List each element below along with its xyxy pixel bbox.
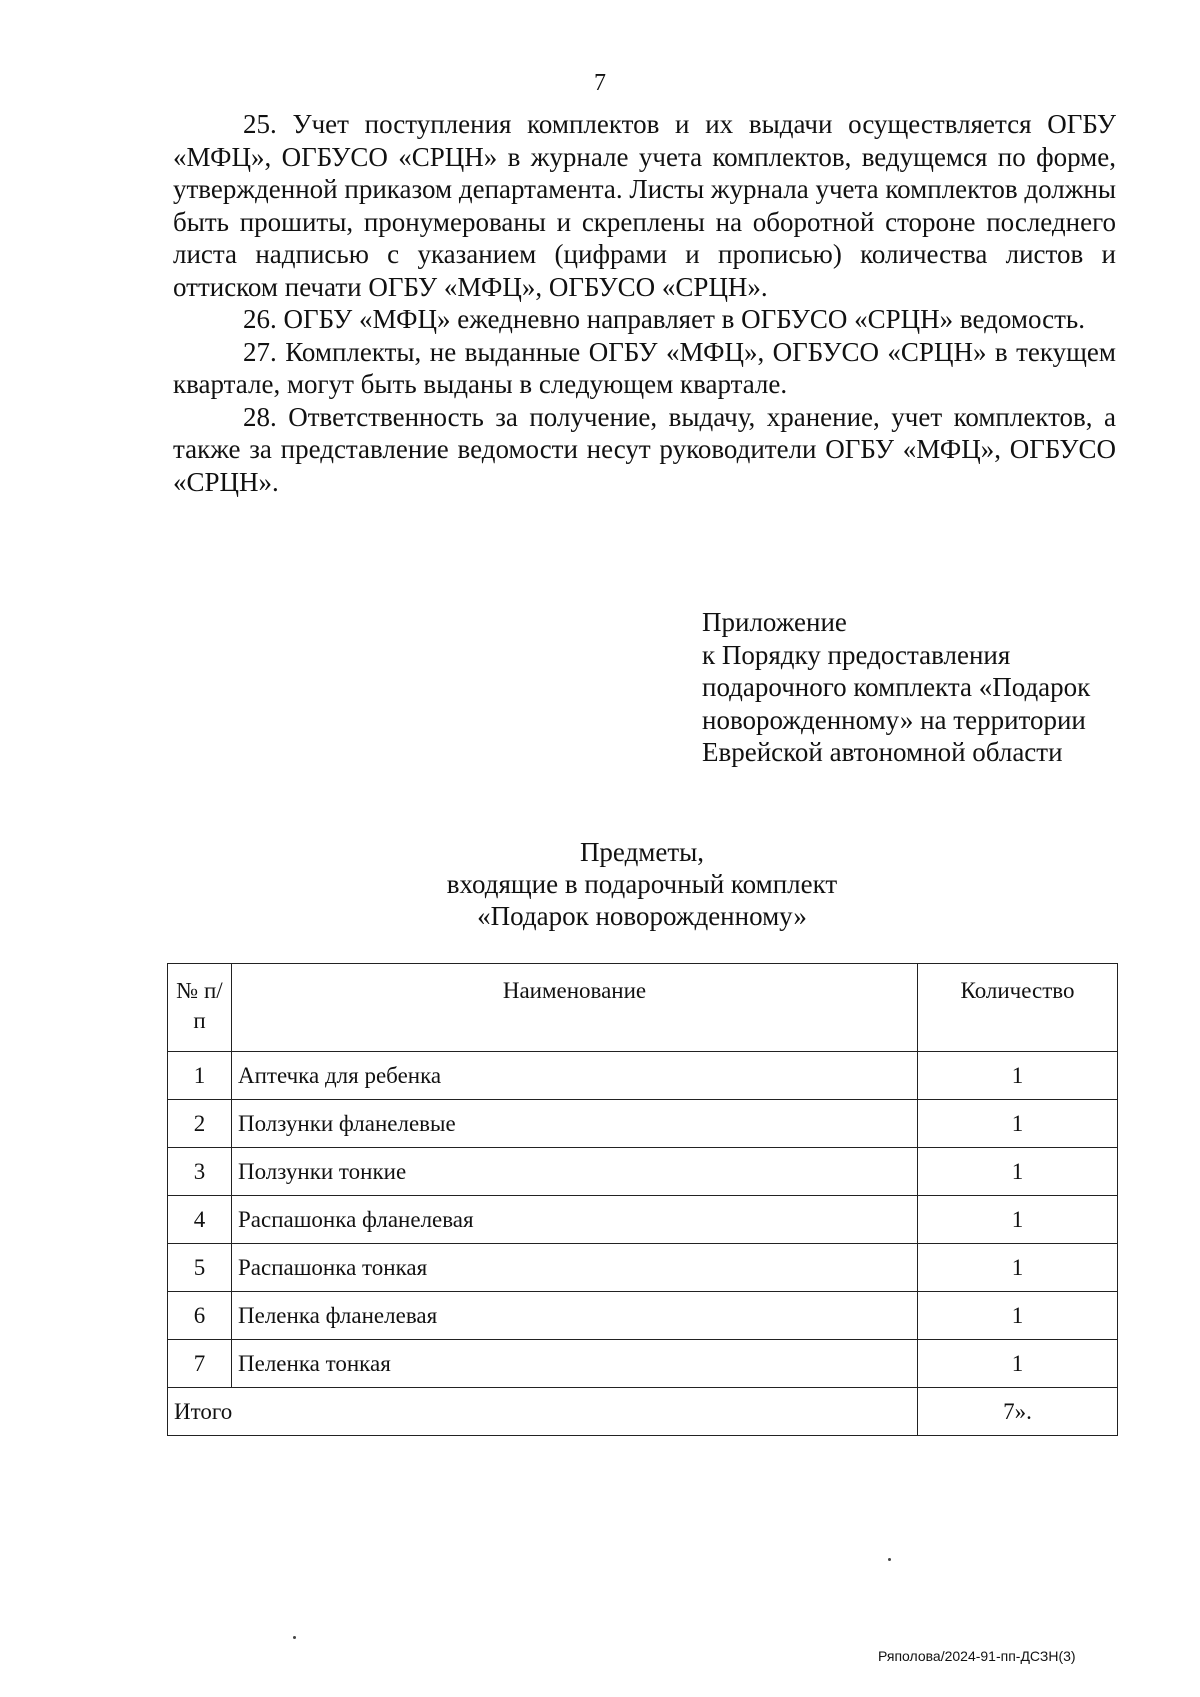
- row-num: 4: [168, 1196, 232, 1244]
- row-qty: 1: [918, 1052, 1118, 1100]
- table-heading: [0, 836, 1200, 932]
- table-row: [168, 1100, 1118, 1148]
- row-name: Пеленка фланелевая: [232, 1292, 918, 1340]
- table-heading-line: Предметы,: [579, 837, 705, 867]
- row-qty: 1: [918, 1340, 1118, 1388]
- paragraph-26: 26. ОГБУ «МФЦ» ежедневно направляет в ОГБУСО «СРЦН» ведомость.: [243, 304, 1085, 334]
- scan-speck: [888, 1558, 891, 1561]
- appendix-line: подарочного комплекта «Подарок: [702, 672, 1091, 702]
- header-qty: Количество: [918, 964, 1118, 1052]
- row-num: 3: [168, 1148, 232, 1196]
- table-header-row: [168, 964, 1118, 1052]
- row-qty: 1: [918, 1244, 1118, 1292]
- row-qty: 1: [918, 1100, 1118, 1148]
- total-value: 7».: [918, 1388, 1118, 1436]
- row-num: 7: [168, 1340, 232, 1388]
- table-row: [168, 1292, 1118, 1340]
- row-name: Аптечка для ребенка: [232, 1052, 918, 1100]
- row-num: 5: [168, 1244, 232, 1292]
- footer-document-code: Ряполова/2024-91-пп-ДСЗН(3): [878, 1648, 1076, 1664]
- appendix-note: [702, 606, 1132, 769]
- paragraph-25: 25. Учет поступления комплектов и их выдачи осуществляется ОГБУ «МФЦ», ОГБУСО «СРЦН» в журнале учета комплектов, ведущемся по форме, утвержденной приказом департамента. Листы журнала учета комплектов должны быть прошиты, пронумерованы и скреплены на оборотной стороне последнего листа надписью с указанием (цифрами и прописью) количества листов и оттиском печати ОГБУ «МФЦ», ОГБУСО «СРЦН».: [173, 109, 1116, 302]
- paragraph-28: 28. Ответственность за получение, выдачу, хранение, учет комплектов, а также за представление ведомости несут руководители ОГБУ «МФЦ», ОГБУСО «СРЦН».: [173, 401, 1116, 497]
- row-qty: 1: [918, 1292, 1118, 1340]
- table-row: [168, 1340, 1118, 1388]
- row-name: Пеленка тонкая: [232, 1340, 918, 1388]
- total-label: Итого: [168, 1388, 918, 1436]
- items-table: [167, 963, 1118, 1436]
- row-qty: 1: [918, 1196, 1118, 1244]
- header-num: № п/п: [168, 964, 232, 1052]
- header-name: Наименование: [232, 964, 918, 1052]
- row-name: Распашонка тонкая: [232, 1244, 918, 1292]
- row-num: 2: [168, 1100, 232, 1148]
- row-num: 6: [168, 1292, 232, 1340]
- appendix-line: к Порядку предоставления: [702, 639, 1011, 670]
- table-total-row: [168, 1388, 1118, 1436]
- row-name: Распашонка фланелевая: [232, 1196, 918, 1244]
- table-row: [168, 1196, 1118, 1244]
- paragraph-27: 27. Комплекты, не выданные ОГБУ «МФЦ», ОГБУСО «СРЦН» в текущем квартале, могут быть выданы в следующем квартале.: [173, 336, 1116, 399]
- row-qty: 1: [918, 1148, 1118, 1196]
- page-number: 7: [594, 70, 606, 96]
- table-row: [168, 1148, 1118, 1196]
- scan-speck: [293, 1636, 296, 1639]
- table-row: [168, 1244, 1118, 1292]
- table-heading-line: входящие в подарочный комплект: [446, 869, 838, 899]
- row-name: Ползунки фланелевые: [232, 1100, 918, 1148]
- row-name: Ползунки тонкие: [232, 1148, 918, 1196]
- body-text: [173, 108, 1116, 498]
- appendix-line: Еврейской автономной области: [702, 737, 1063, 767]
- row-num: 1: [168, 1052, 232, 1100]
- table-heading-line: «Подарок новорожденному»: [477, 901, 807, 931]
- appendix-line: Приложение: [702, 607, 847, 637]
- table-row: [168, 1052, 1118, 1100]
- appendix-line: новорожденному» на территории: [702, 704, 1086, 735]
